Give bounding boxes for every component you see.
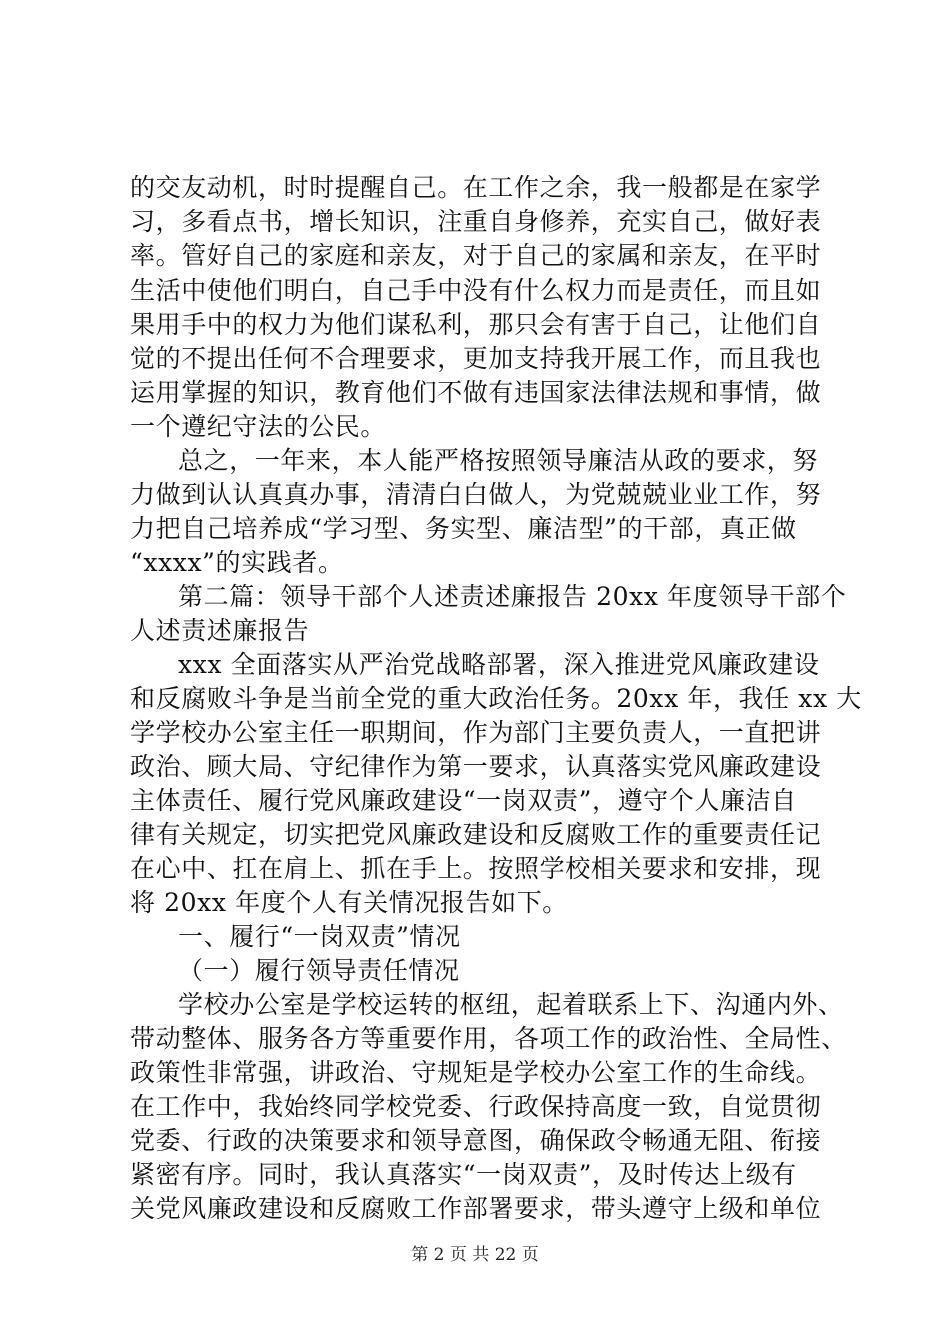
text-line: 率。管好自己的家庭和亲友，对于自己的家属和亲友，在平时	[130, 241, 822, 270]
text-line: 学学校办公室主任一职期间，作为部门主要负责人，一直把讲	[130, 718, 822, 747]
subheading: 一、履行“一岗双责”情况	[178, 922, 461, 951]
text-line: 紧密有序。同时，我认真落实“一岗双责”，及时传达上级有	[130, 1160, 797, 1189]
page-footer: 第 2 页 共 22 页	[411, 1245, 539, 1265]
paragraph-first-line: 学校办公室是学校运转的枢纽，起着联系上下、沟通内外、	[178, 990, 844, 1019]
text-line: 生活中使他们明白，自己手中没有什么权力而是责任，而且如	[130, 276, 822, 305]
text-line: 关党风廉政建设和反腐败工作部署要求，带头遵守上级和单位	[130, 1194, 822, 1223]
text-line: 果用手中的权力为他们谋私利，那只会有害于自己，让他们自	[130, 310, 822, 339]
text-line: 主体责任、履行党风廉政建设“一岗双责”，遵守个人廉洁自	[130, 786, 797, 815]
section-heading-line: 人述责述廉报告	[130, 616, 310, 645]
text-line: 和反腐败斗争是当前全党的重大政治任务。20xx 年，我任 xx 大	[130, 684, 862, 713]
text-line: 觉的不提出任何不合理要求，更加支持我开展工作，而且我也	[130, 344, 822, 373]
subheading: （一）履行领导责任情况	[178, 956, 460, 985]
text-line: 将 20xx 年度个人有关情况报告如下。	[130, 888, 568, 917]
text-line: 一个遵纪守法的公民。	[130, 412, 387, 441]
text-line: 力做到认认真真办事，清清白白做人，为党兢兢业业工作，努	[130, 480, 822, 509]
text-line: 政策性非常强，讲政治、守规矩是学校办公室工作的生命线。	[130, 1058, 822, 1087]
text-line: 力把自己培养成“学习型、务实型、廉洁型”的干部，真正做	[130, 514, 797, 543]
section-heading-line: 第二篇：领导干部个人述责述廉报告 20xx 年度领导干部个	[178, 582, 847, 611]
text-line: 习，多看点书，增长知识，注重自身修养，充实自己，做好表	[130, 207, 822, 236]
text-line: 在工作中，我始终同学校党委、行政保持高度一致，自觉贯彻	[130, 1092, 822, 1121]
text-line: 党委、行政的决策要求和领导意图，确保政令畅通无阻、衔接	[130, 1126, 822, 1155]
text-line: 的交友动机，时时提醒自己。在工作之余，我一般都是在家学	[130, 173, 822, 202]
text-line: 律有关规定，切实把党风廉政建设和反腐败工作的重要责任记	[130, 820, 822, 849]
paragraph-first-line: xxx 全面落实从严治党战略部署，深入推进党风廉政建设	[178, 650, 820, 679]
text-line: 运用掌握的知识，教育他们不做有违国家法律法规和事情，做	[130, 378, 822, 407]
text-line: 在心中、扛在肩上、抓在手上。按照学校相关要求和安排，现	[130, 854, 822, 883]
text-line: 政治、顾大局、守纪律作为第一要求，认真落实党风廉政建设	[130, 752, 822, 781]
text-line: “xxxx”的实践者。	[130, 548, 344, 577]
paragraph-first-line: 总之，一年来，本人能严格按照领导廉洁从政的要求，努	[178, 446, 819, 475]
text-line: 带动整体、服务各方等重要作用，各项工作的政治性、全局性、	[130, 1024, 847, 1053]
